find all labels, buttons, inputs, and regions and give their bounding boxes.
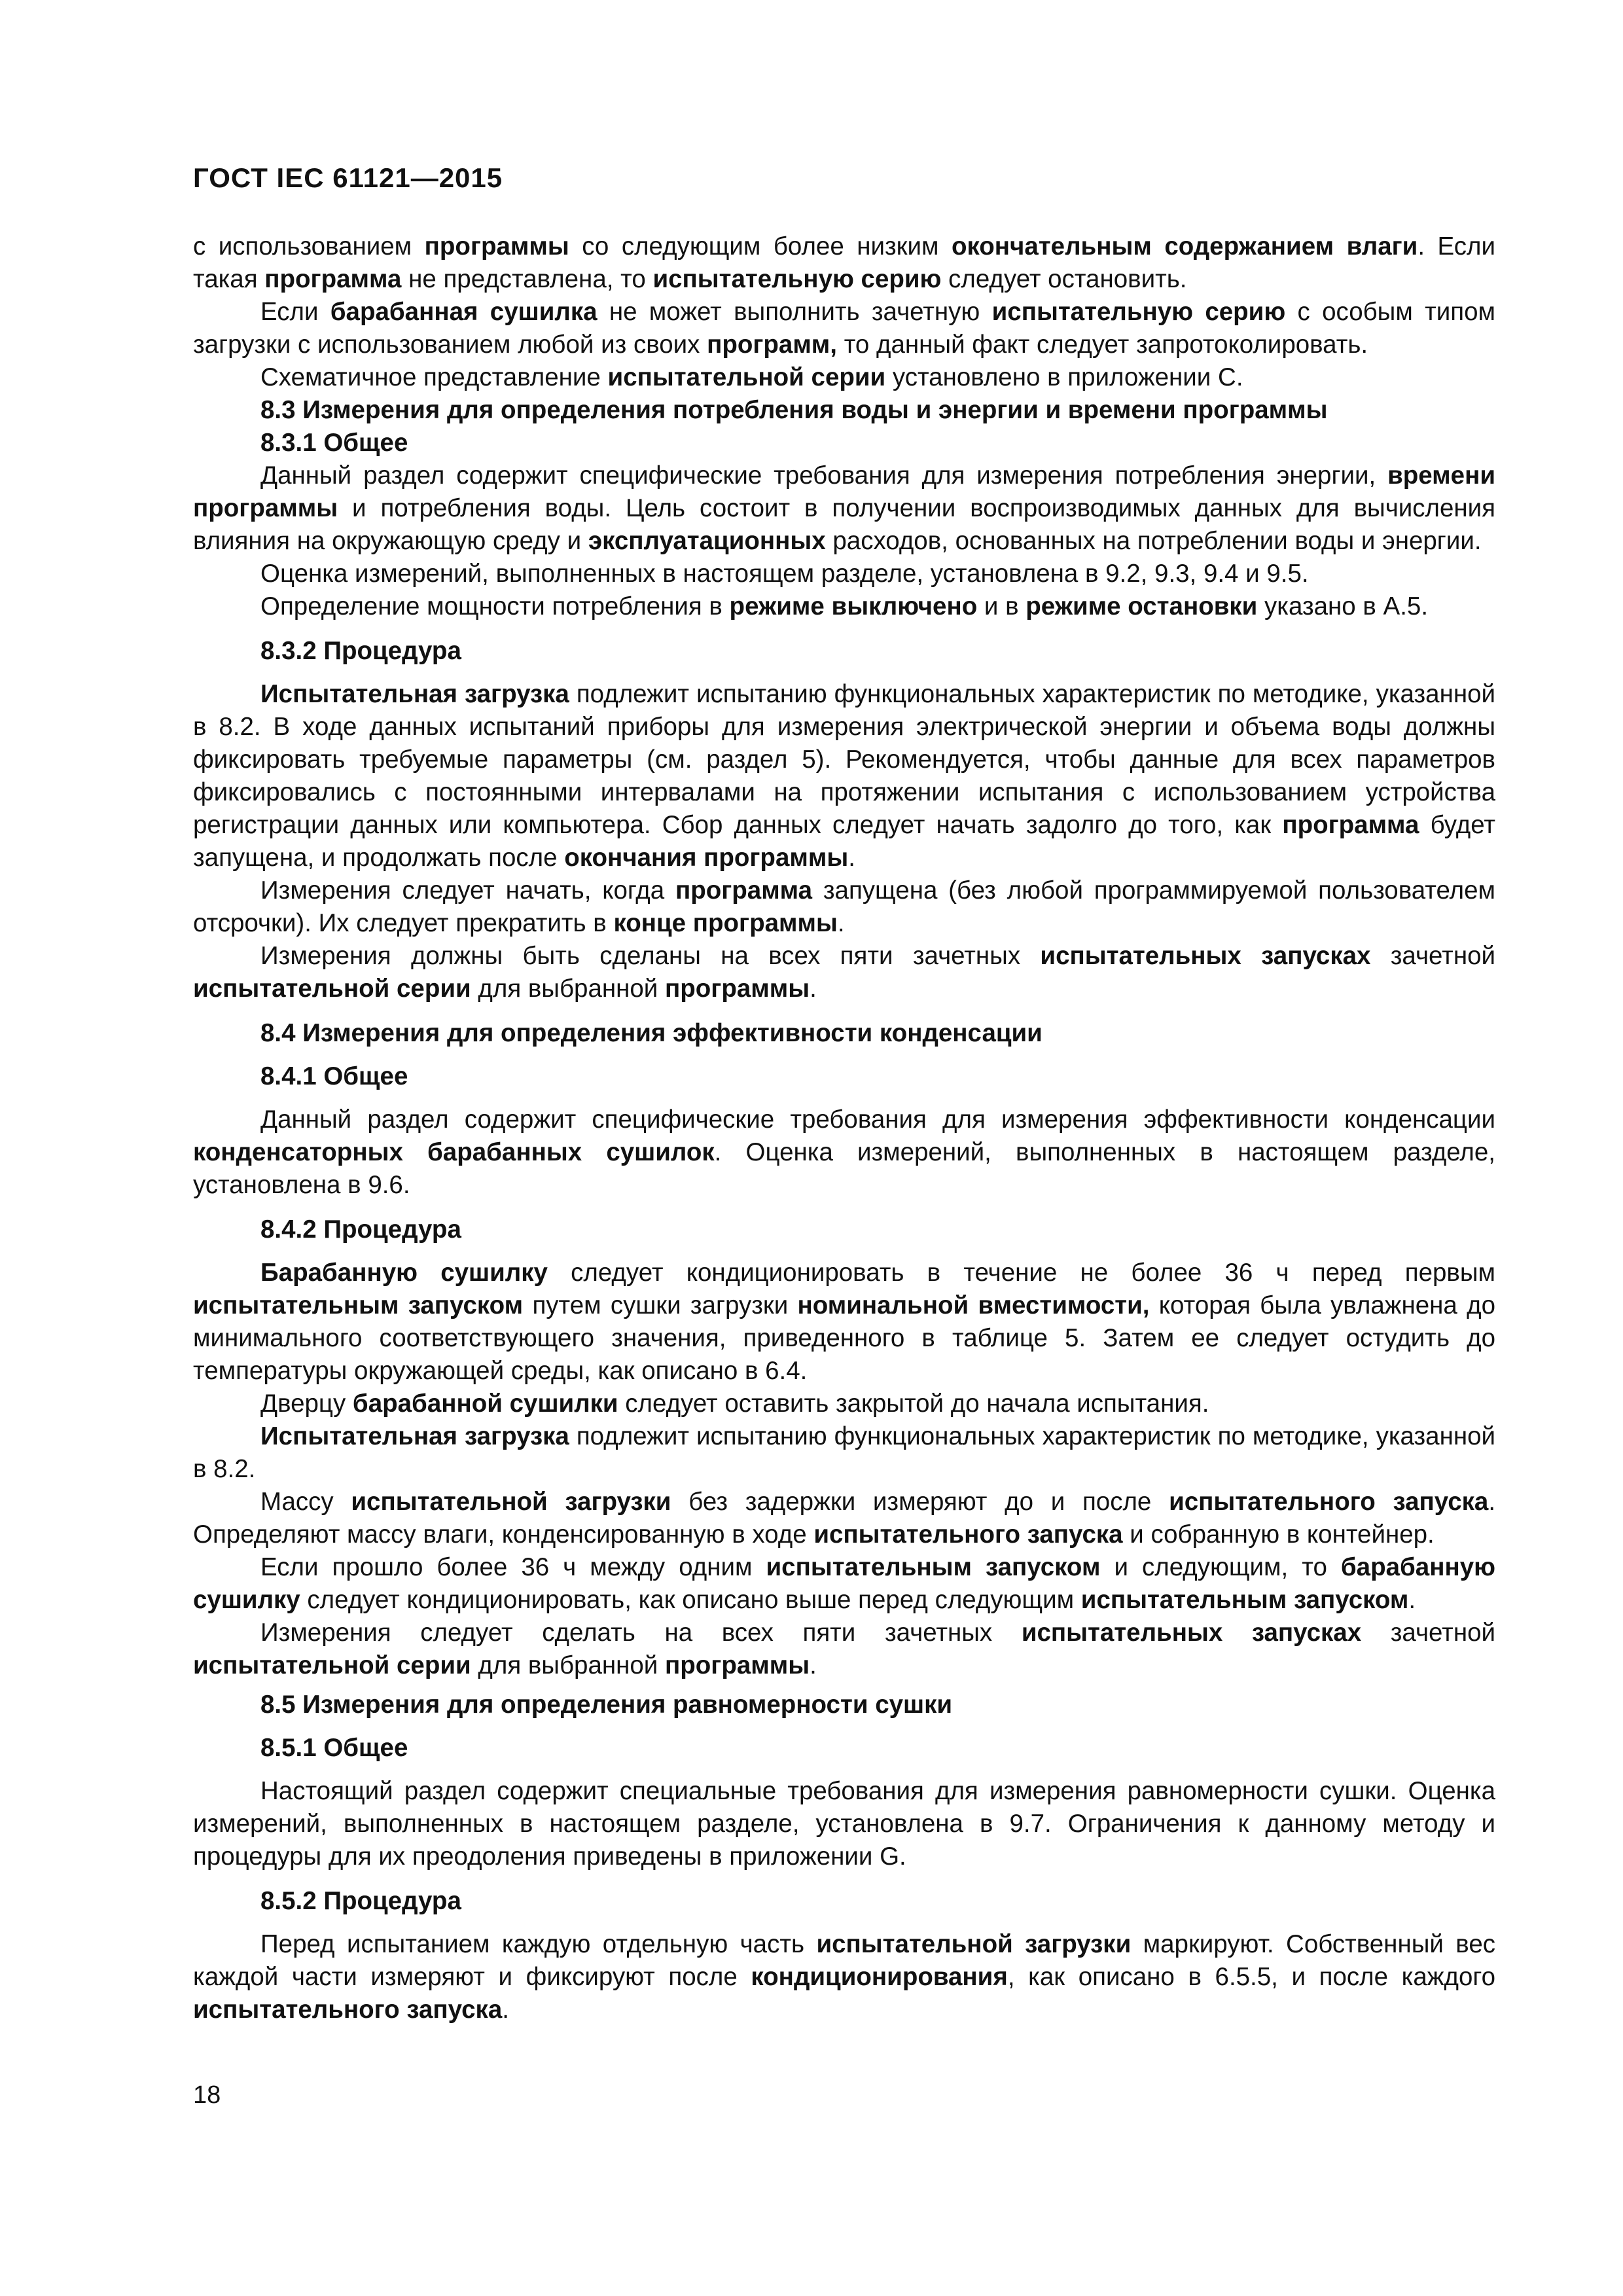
paragraph: Данный раздел содержит специфические требования для измерения эффективности конденсации конденсаторных барабанных сушилок. Оценка измерений, выполненных в настоящем разделе, установлена в 9.6. <box>193 1105 1495 1199</box>
paragraph-continuation: с использованием программы со следующим более низким окончательным содержанием влаги. Если такая программа не представлена, то испытательную серию следует остановить. <box>193 232 1495 293</box>
section-heading-8-5: 8.5 Измерения для определения равномерности сушки <box>260 1691 953 1719</box>
paragraph: Измерения следует сделать на всех пяти зачетных испытательных запусках зачетной испытательной серии для выбранной программы. <box>193 1619 1495 1679</box>
subsection-heading-8-4-1: 8.4.1 Общее <box>260 1062 408 1090</box>
document-header-title: ГОСТ IEC 61121—2015 <box>193 162 503 193</box>
paragraph: Испытательная загрузка подлежит испытанию функциональных характеристик по методике, указанной в 8.2. В ходе данных испытаний приборы для измерения электрической энергии и объема воды должны фиксировать требуемые параметры (см. раздел 5). Рекомендуется, чтобы данные для всех параметров фиксировались с постоянными интервалами на протяжении испытания с использованием устройства регистрации данных или компьютера. Сбор данных следует начать задолго до того, как программа будет запущена, и продолжать после окончания программы. <box>193 680 1496 872</box>
subsection-heading-8-4-2: 8.4.2 Процедура <box>260 1215 461 1244</box>
paragraph: Измерения должны быть сделаны на всех пяти зачетных испытательных запусках зачетной испытательной серии для выбранной программы. <box>193 942 1495 1003</box>
paragraph: Определение мощности потребления в режиме выключено и в режиме остановки указано в А.5. <box>260 592 1429 620</box>
paragraph: Оценка измерений, выполненных в настоящем разделе, установлена в 9.2, 9.3, 9.4 и 9.5. <box>260 560 1309 588</box>
subsection-heading-8-5-1: 8.5.1 Общее <box>260 1734 408 1762</box>
section-heading-8-4: 8.4 Измерения для определения эффективности конденсации <box>260 1019 1043 1047</box>
subsection-heading-8-5-2: 8.5.2 Процедура <box>260 1887 461 1915</box>
paragraph: Испытательная загрузка подлежит испытанию функциональных характеристик по методике, указанной в 8.2. <box>193 1422 1496 1483</box>
paragraph: Настоящий раздел содержит специальные требования для измерения равномерности сушки. Оценка измерений, выполненных в настоящем разделе, установлена в 9.7. Ограничения к данному методу и процедуры для их преодоления приведены в приложении G. <box>193 1777 1495 1871</box>
section-heading-8-3: 8.3 Измерения для определения потребления воды и энергии и времени программы <box>260 396 1328 424</box>
paragraph: Если прошло более 36 ч между одним испытательным запуском и следующим, то барабанную сушилку следует кондиционировать, как описано выше перед следующим испытательным запуском. <box>193 1553 1496 1614</box>
paragraph: Схематичное представление испытательной серии установлено в приложении С. <box>260 363 1243 391</box>
paragraph: Если барабанная сушилка не может выполнить зачетную испытательную серию с особым типом загрузки с использованием любой из своих программ, то данный факт следует запротоколировать. <box>193 298 1495 359</box>
paragraph: Данный раздел содержит специфические требования для измерения потребления энергии, времени программы и потребления воды. Цель состоит в получении воспроизводимых данных для вычисления влияния на окружающую среду и эксплуатационных расходов, основанных на потреблении воды и энергии. <box>193 461 1495 555</box>
document-body <box>193 230 1495 2026</box>
subsection-heading-8-3-1: 8.3.1 Общее <box>260 429 408 457</box>
paragraph: Массу испытательной загрузки без задержки измеряют до и после испытательного запуска. Определяют массу влаги, конденсированную в ходе испытательного запуска и собранную в контейнер. <box>193 1488 1496 1549</box>
paragraph: Дверцу барабанной сушилки следует оставить закрытой до начала испытания. <box>260 1390 1209 1418</box>
paragraph: Измерения следует начать, когда программа запущена (без любой программируемой пользователем отсрочки). Их следует прекратить в конце программы. <box>193 876 1495 937</box>
paragraph: Барабанную сушилку следует кондиционировать в течение не более 36 ч перед первым испытательным запуском путем сушки загрузки номинальной вместимости, которая была увлажнена до минимального соответствующего значения, приведенного в таблице 5. Затем ее следует остудить до температуры окружающей среды, как описано в 6.4. <box>193 1259 1495 1385</box>
paragraph: Перед испытанием каждую отдельную часть испытательной загрузки маркируют. Собственный вес каждой части измеряют и фиксируют после кондиционирования, как описано в 6.5.5, и после каждого испытательного запуска. <box>193 1930 1495 2024</box>
page-number: 18 <box>193 2081 221 2109</box>
subsection-heading-8-3-2: 8.3.2 Процедура <box>260 637 461 665</box>
